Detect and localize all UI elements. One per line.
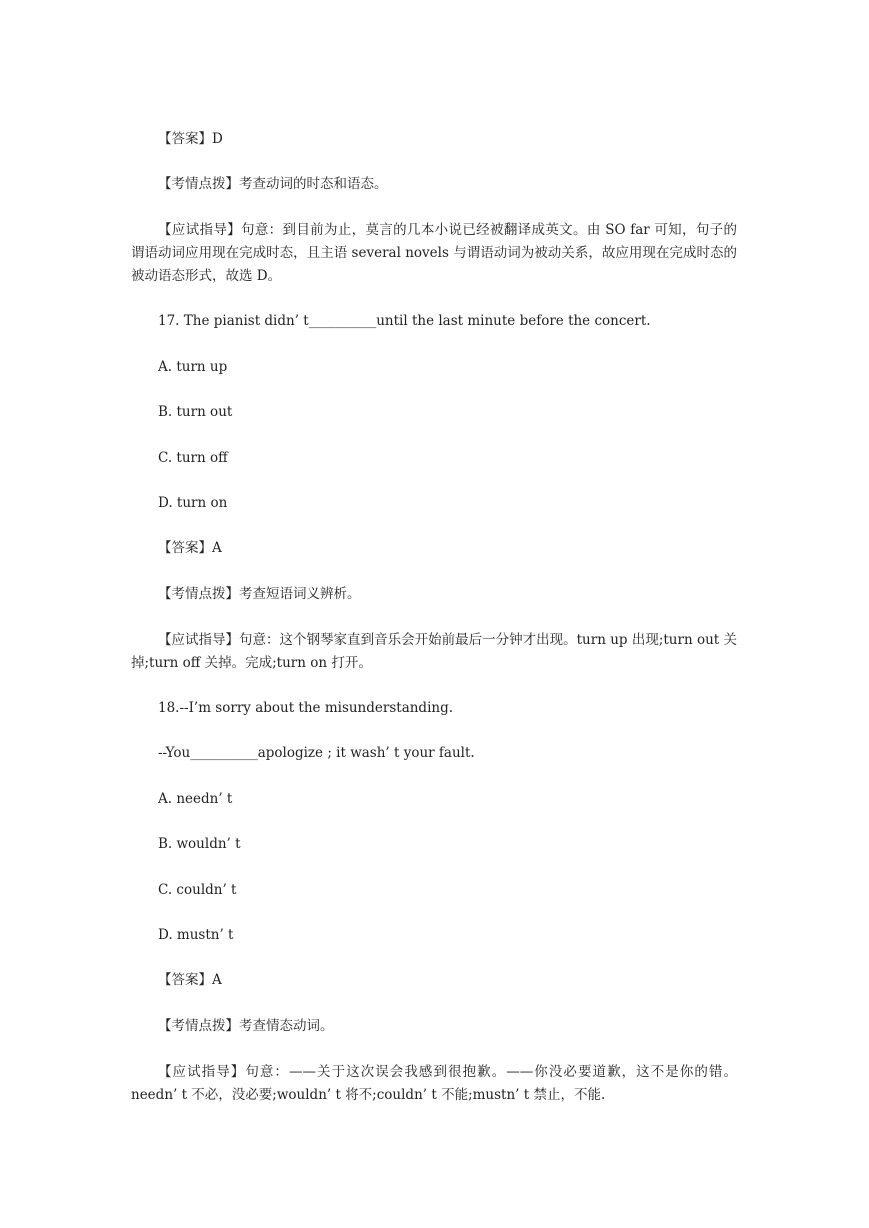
- answer-line-17: 【答案】A: [158, 540, 222, 556]
- option-a-17: A. turn up: [158, 359, 228, 375]
- explanation-paragraph-16: 【应试指导】句意：到目前为止，莫言的几本小说已经被翻译成英文。由 SO far 可知，句子的谓语动词应用现在完成时态，且主语 several novels 与谓语动词为被动关系，故应用现在完成时态的被动语态形式，故选 D。: [131, 222, 737, 284]
- option-d-18: D. mustn’ t: [158, 927, 234, 943]
- explanation-paragraph-18: 【应试指导】句意：——关于这次误会我感到很抱歉。——你没必要道歉，这不是你的错。needn’ t 不必，没必要;wouldn’ t 将不;couldn’ t 不能;mustn’ t 禁止，不能.: [131, 1064, 737, 1103]
- answer-line-18: 【答案】A: [158, 972, 222, 988]
- option-b-18: B. wouldn’ t: [158, 836, 241, 852]
- option-d-17: D. turn on: [158, 495, 228, 511]
- answer-line-16: 【答案】D: [158, 131, 223, 147]
- question-17: 17. The pianist didn’ t__________until the last minute before the concert.: [158, 313, 651, 329]
- key-point-line-18: 【考情点拨】考查情态动词。: [158, 1018, 334, 1034]
- option-b-17: B. turn out: [158, 404, 233, 420]
- option-c-18: C. couldn’ t: [158, 882, 237, 898]
- key-point-line-16: 【考情点拨】考查动词的时态和语态。: [158, 176, 388, 192]
- option-c-17: C. turn off: [158, 450, 228, 466]
- explanation-paragraph-17: 【应试指导】句意：这个钢琴家直到音乐会开始前最后一分钟才出现。turn up 出现;turn out 关掉;turn off 关掉。完成;turn on 打开。: [131, 632, 737, 671]
- key-point-line-17: 【考情点拨】考查短语词义辨析。: [158, 586, 361, 602]
- question-18-line-2: --You__________apologize ; it wash’ t your fault.: [158, 745, 475, 761]
- question-18-line-1: 18.--I’m sorry about the misunderstanding.: [158, 700, 454, 716]
- option-a-18: A. needn’ t: [158, 791, 233, 807]
